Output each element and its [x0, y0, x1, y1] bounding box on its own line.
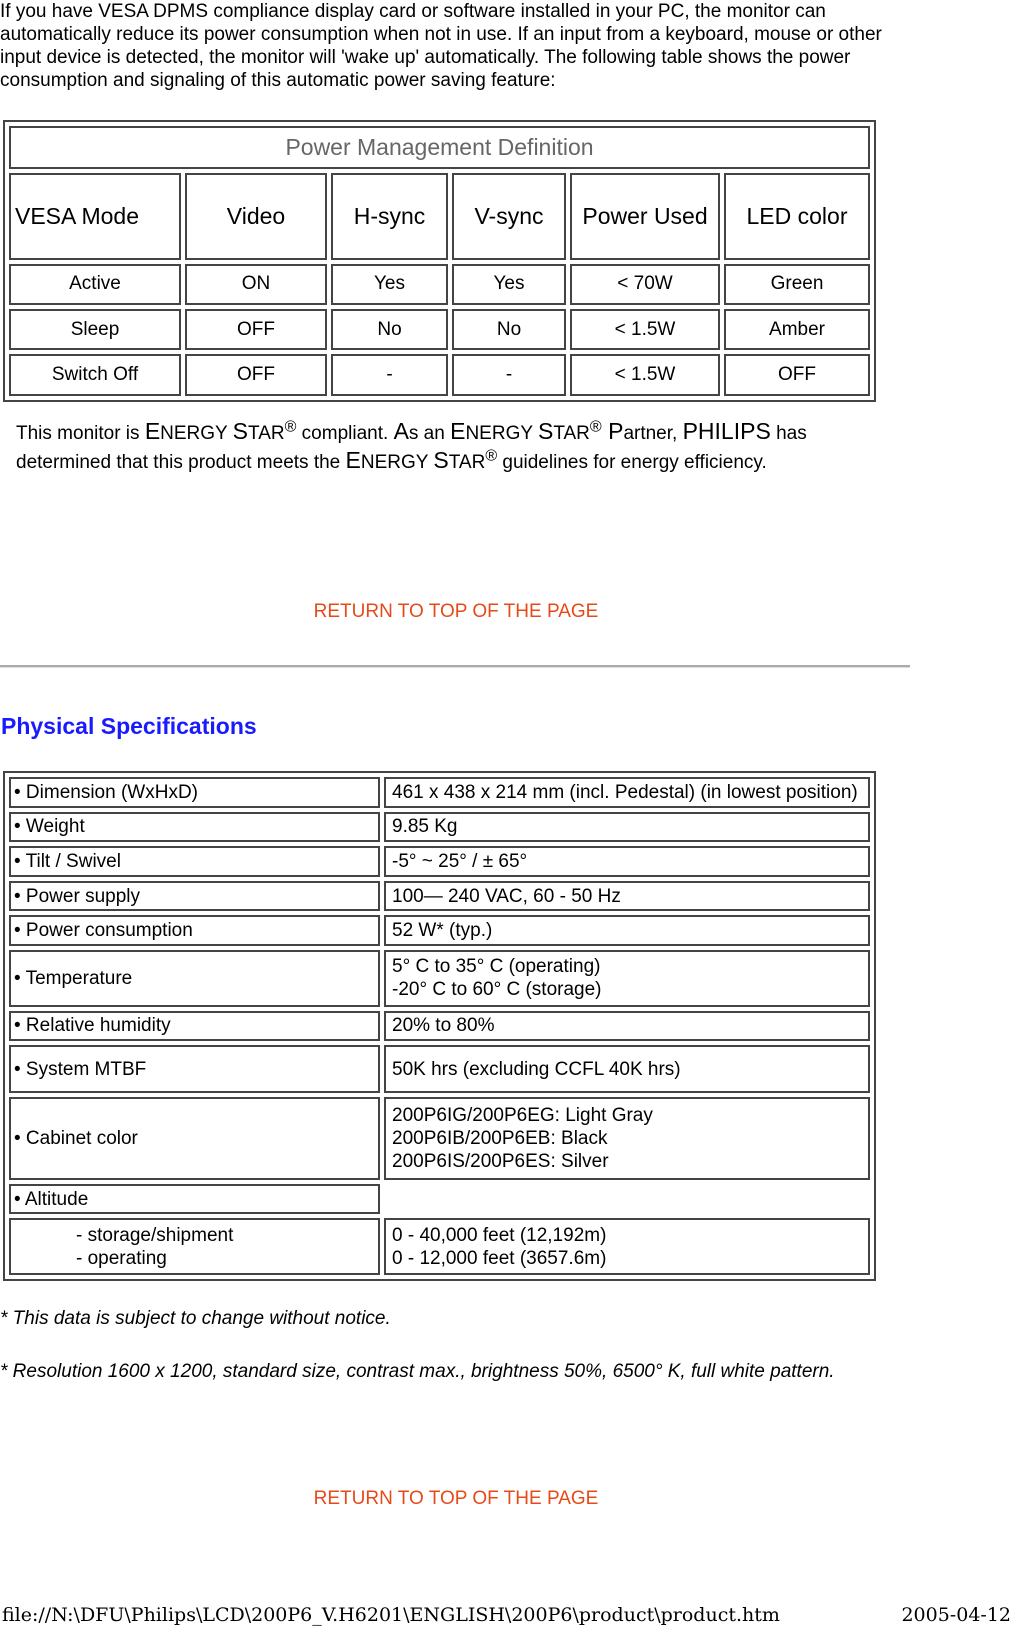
header-video: Video	[185, 173, 327, 260]
spec-label: • Power consumption	[9, 915, 380, 946]
spec-value: 200P6IG/200P6EG: Light Gray 200P6IB/200P6EB: Black 200P6IS/200P6ES: Silver	[384, 1097, 870, 1180]
spec-label: • Temperature	[9, 950, 380, 1007]
note-resolution: * Resolution 1600 x 1200, standard size, contrast max., brightness 50%, 6500° K, full white pattern.	[0, 1361, 835, 1382]
spec-row	[9, 915, 870, 946]
power-table-header-row	[9, 173, 870, 260]
cell-mode: Switch Off	[9, 354, 181, 396]
spec-row	[9, 1184, 870, 1215]
cell-power: < 1.5W	[570, 309, 720, 350]
header-v-sync: V-sync	[452, 173, 566, 260]
spec-value: 20% to 80%	[384, 1011, 870, 1042]
intro-paragraph: If you have VESA DPMS compliance display card or software installed in your PC, the monitor can automatically reduce its power consumption when not in use. If an input from a keyboard, mouse or other input device is detected, the monitor will 'wake up' automatically. The following table shows the power consumption and signaling of this automatic power saving feature:	[0, 1, 882, 91]
spec-label: • Power supply	[9, 881, 380, 912]
spec-label: • System MTBF	[9, 1045, 380, 1093]
spec-value: 52 W* (typ.)	[384, 915, 870, 946]
spec-row	[9, 812, 870, 843]
note-subject-to-change: * This data is subject to change without notice.	[0, 1308, 391, 1329]
spec-value: 50K hrs (excluding CCFL 40K hrs)	[384, 1045, 870, 1093]
spec-value: 0 - 40,000 feet (12,192m) 0 - 12,000 feet (3657.6m)	[384, 1218, 870, 1275]
return-to-top-link[interactable]: RETURN TO TOP OF THE PAGE	[313, 601, 599, 622]
power-table-title: Power Management Definition	[9, 126, 870, 169]
spec-label: • Dimension (WxHxD)	[9, 777, 380, 808]
cell-h-sync: -	[331, 354, 448, 396]
cell-video: OFF	[185, 354, 327, 396]
header-vesa-mode: VESA Mode	[9, 173, 181, 260]
cell-v-sync: -	[452, 354, 566, 396]
energy-star-statement: This monitor is ENERGY STAR® compliant. As an ENERGY STAR® Partner, PHILIPS has determined that this product meets the ENERGY STAR® guidelines for energy efficiency.	[16, 418, 807, 473]
spec-row	[9, 846, 870, 877]
spec-row	[9, 1218, 870, 1275]
spec-value: 461 x 438 x 214 mm (incl. Pedestal) (in lowest position)	[384, 777, 870, 808]
header-led-color: LED color	[724, 173, 870, 260]
cell-mode: Sleep	[9, 309, 181, 350]
return-to-top-link[interactable]: RETURN TO TOP OF THE PAGE	[313, 1488, 599, 1509]
cell-v-sync: No	[452, 309, 566, 350]
power-table-row	[9, 264, 870, 305]
footer-file-path: file://N:\DFU\Philips\LCD\200P6_V.H6201\ENGLISH\200P6\product\product.htm	[2, 1604, 780, 1626]
power-management-table	[3, 120, 876, 402]
cell-h-sync: No	[331, 309, 448, 350]
spec-label: • Cabinet color	[9, 1097, 380, 1180]
cell-video: ON	[185, 264, 327, 305]
spec-label: • Tilt / Swivel	[9, 846, 380, 877]
spec-label: • Relative humidity	[9, 1011, 380, 1042]
cell-video: OFF	[185, 309, 327, 350]
spec-value: -5° ~ 25° / ± 65°	[384, 846, 870, 877]
spec-row	[9, 1045, 870, 1093]
spec-row	[9, 1097, 870, 1180]
spec-label: • Altitude	[9, 1184, 380, 1215]
cell-power: < 1.5W	[570, 354, 720, 396]
footer-date: 2005-04-12	[901, 1604, 1011, 1626]
header-power-used: Power Used	[570, 173, 720, 260]
cell-power: < 70W	[570, 264, 720, 305]
power-table-row	[9, 354, 870, 396]
spec-label: • Weight	[9, 812, 380, 843]
physical-specifications-heading: Physical Specifications	[1, 713, 257, 739]
spec-row	[9, 881, 870, 912]
spec-value: 9.85 Kg	[384, 812, 870, 843]
spec-value-empty	[384, 1184, 870, 1215]
cell-led: OFF	[724, 354, 870, 396]
cell-led: Green	[724, 264, 870, 305]
spec-row	[9, 777, 870, 808]
section-divider	[0, 665, 910, 668]
power-table-row	[9, 309, 870, 350]
cell-h-sync: Yes	[331, 264, 448, 305]
cell-mode: Active	[9, 264, 181, 305]
spec-value: 100— 240 VAC, 60 - 50 Hz	[384, 881, 870, 912]
cell-led: Amber	[724, 309, 870, 350]
brand-name: PHILIPS	[682, 418, 771, 444]
spec-row	[9, 1011, 870, 1042]
spec-value: 5° C to 35° C (operating) -20° C to 60° C (storage)	[384, 950, 870, 1007]
cell-v-sync: Yes	[452, 264, 566, 305]
spec-label: - storage/shipment - operating	[9, 1218, 380, 1275]
spec-row	[9, 950, 870, 1007]
physical-specs-table	[3, 771, 876, 1281]
header-h-sync: H-sync	[331, 173, 448, 260]
